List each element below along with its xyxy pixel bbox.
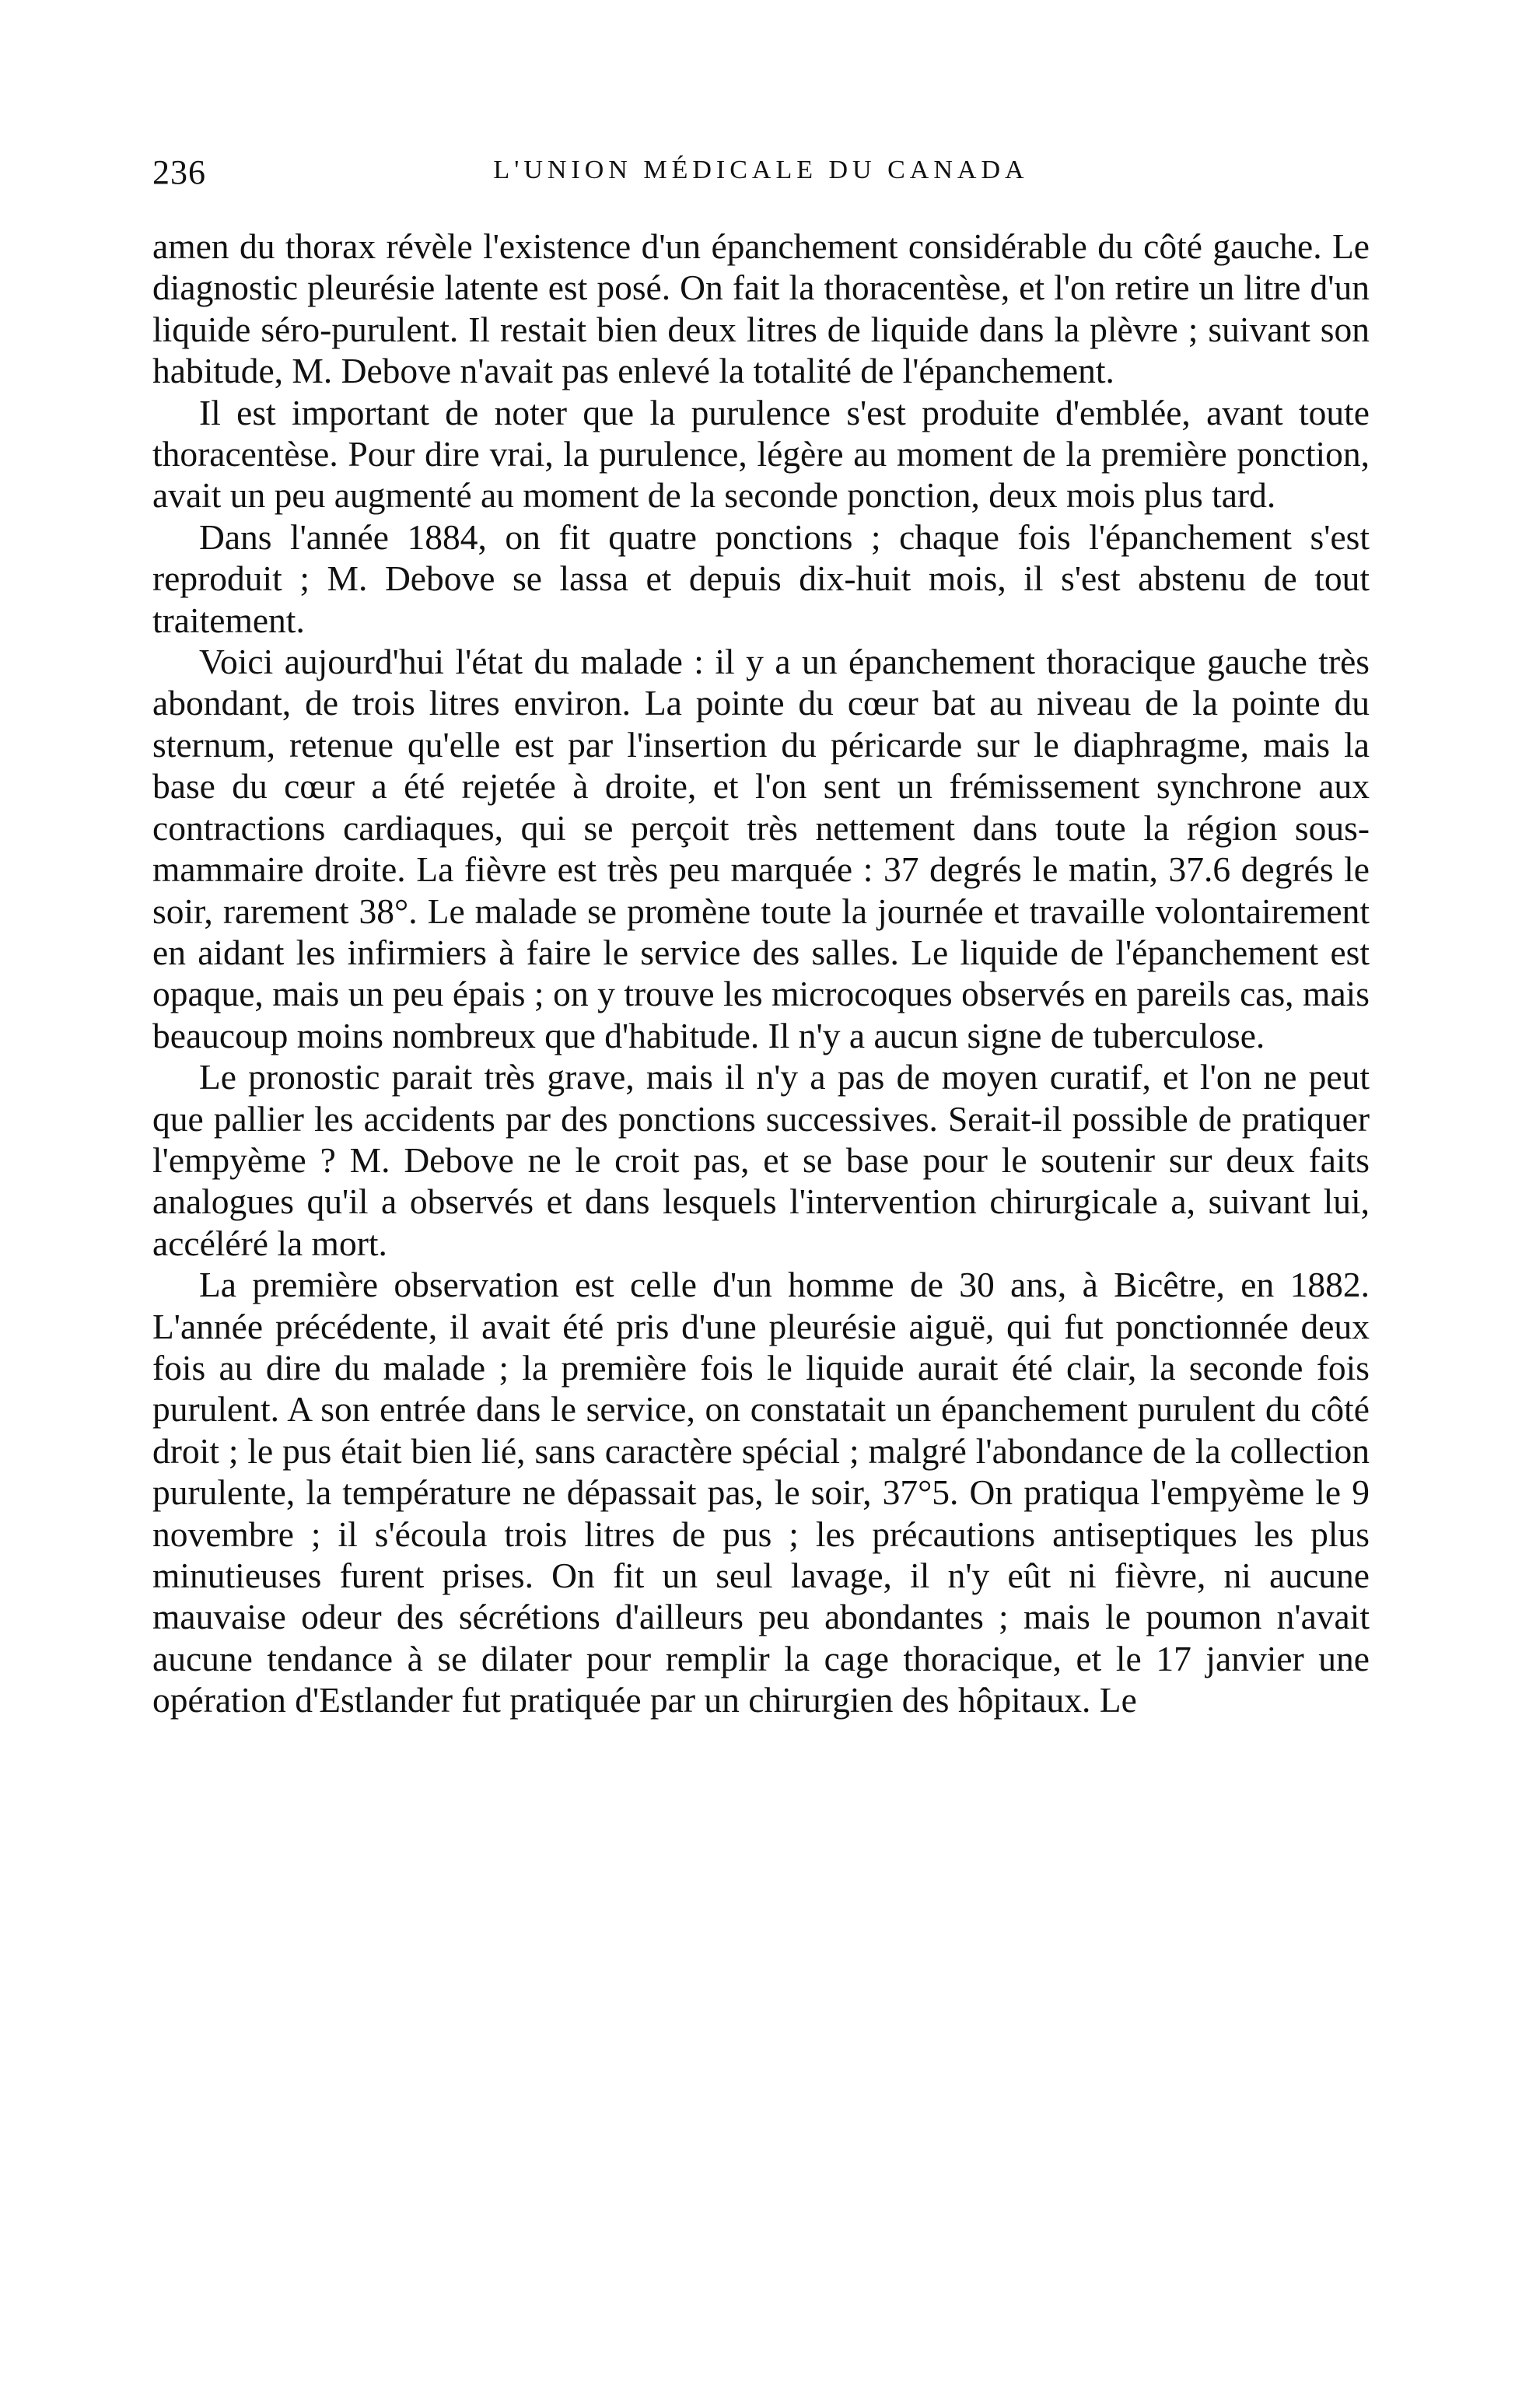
- paragraph: Il est important de noter que la purulence s'est produite d'emblée, avant toute thoracentèse. Pour dire vrai, la purulence, légère au moment de la première ponction, avait un peu augmenté au moment de la seconde ponction, deux mois plus tard.: [152, 392, 1370, 516]
- paragraph: Voici aujourd'hui l'état du malade : il y a un épanchement thoracique gauche très abondant, de trois litres environ. La pointe du cœur bat au niveau de la pointe du sternum, retenue qu'elle est par l'insertion du péricarde sur le diaphragme, mais la base du cœur a été rejetée à droite, et l'on sent un frémissement synchrone aux contractions cardiaques, qui se perçoit très nettement dans toute la région sous-mammaire droite. La fièvre est très peu marquée : 37 degrés le matin, 37.6 degrés le soir, rarement 38°. Le malade se promène toute la journée et travaille volontairement en aidant les infirmiers à faire le service des salles. Le liquide de l'épanchement est opaque, mais un peu épais ; on y trouve les microcoques observés en pareils cas, mais beaucoup moins nombreux que d'habitude. Il n'y a aucun signe de tuberculose.: [152, 642, 1370, 1055]
- paragraph: Dans l'année 1884, on fit quatre ponctions ; chaque fois l'épanchement s'est reproduit ; M. Debove se lassa et depuis dix-huit mois, il s'est abstenu de tout traitement.: [152, 516, 1370, 640]
- running-title: L'UNION MÉDICALE DU CANADA: [493, 156, 1029, 184]
- body-text: [152, 226, 1370, 1721]
- paragraph: amen du thorax révèle l'existence d'un épanchement considérable du côté gauche. Le diagnostic pleurésie latente est posé. On fait la thoracentèse, et l'on retire un litre d'un liquide séro-purulent. Il restait bien deux litres de liquide dans la plèvre ; suivant son habitude, M. Debove n'avait pas enlevé la totalité de l'épanchement.: [152, 226, 1370, 391]
- paragraph: Le pronostic parait très grave, mais il n'y a pas de moyen curatif, et l'on ne peut que pallier les accidents par des ponctions successives. Serait-il possible de pratiquer l'empyème ? M. Debove ne le croit pas, et se base pour le soutenir sur deux faits analogues qu'il a observés et dans lesquels l'intervention chirurgicale a, suivant lui, accéléré la mort.: [152, 1057, 1370, 1263]
- running-head: [152, 152, 1370, 199]
- page-number: 236: [152, 153, 206, 191]
- paragraph: La première observation est celle d'un homme de 30 ans, à Bicêtre, en 1882. L'année précédente, il avait été pris d'une pleurésie aiguë, qui fut ponctionnée deux fois au dire du malade ; la première fois le liquide aurait été clair, la seconde fois purulent. A son entrée dans le service, on constatait un épanchement purulent du côté droit ; le pus était bien lié, sans caractère spécial ; malgré l'abondance de la collection purulente, la température ne dépassait pas, le soir, 37°5. On pratiqua l'empyème le 9 novembre ; il s'écoula trois litres de pus ; les précautions antiseptiques les plus minutieuses furent prises. On fit un seul lavage, il n'y eût ni fièvre, ni aucune mauvaise odeur des sécrétions d'ailleurs peu abondantes ; mais le poumon n'avait aucune tendance à se dilater pour remplir la cage thoracique, et le 17 janvier une opération d'Estlander fut pratiquée par un chirurgien des hôpitaux. Le: [152, 1265, 1370, 1720]
